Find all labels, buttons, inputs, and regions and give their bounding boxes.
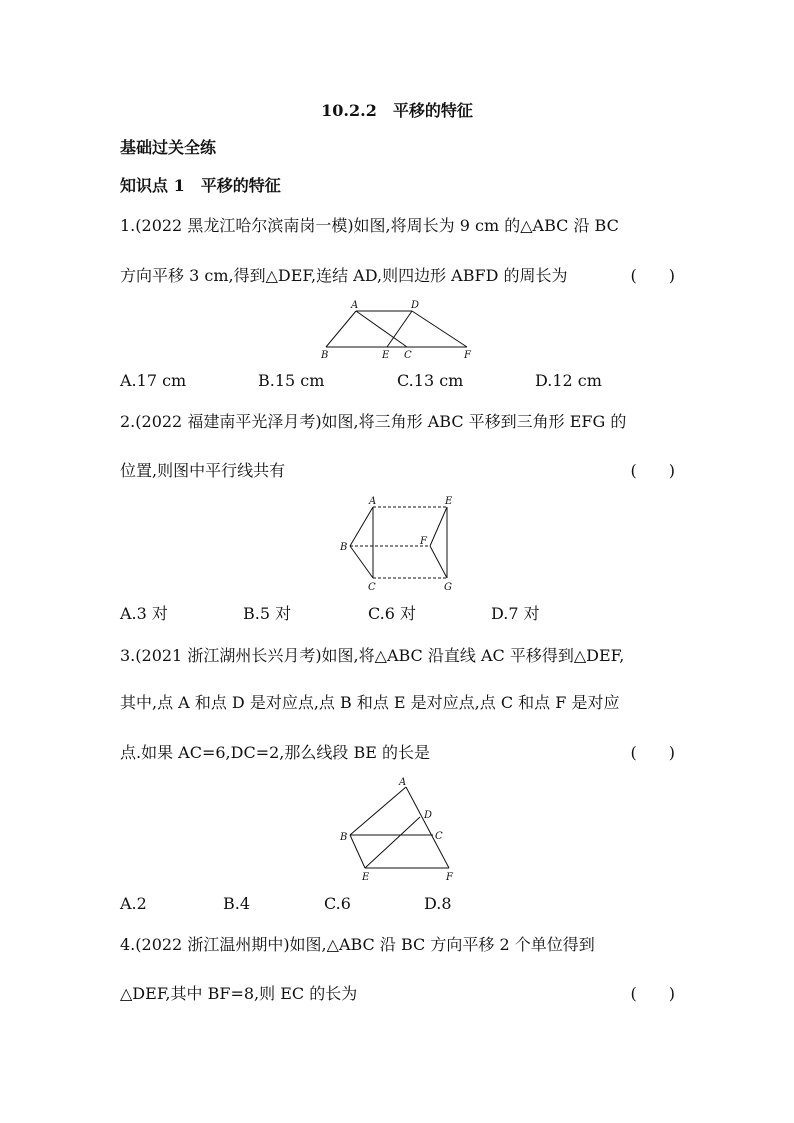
q1-answer-paren: ( ) [630,266,675,285]
q3-label-C: C [435,831,443,842]
q1-option-a[interactable]: A.17 cm [120,371,187,390]
q2-option-b[interactable]: B.5 对 [243,604,292,623]
q1-label-C: C [404,350,412,361]
q2-answer-paren: ( ) [630,461,675,480]
q3-line-1 [120,643,675,666]
q3-text-1: 3.(2021 浙江湖州长兴月考)如图,将△ABC 沿直线 AC 平移得到△DEF, [120,646,625,665]
q4-line-2 [120,981,675,1004]
q3-label-E: E [362,872,370,883]
q3-option-b[interactable]: B.4 [223,894,251,913]
q3-label-A: A [399,777,407,788]
q3-label-B: B [340,832,348,843]
q4-text-1: 4.(2022 浙江温州期中)如图,△ABC 沿 BC 方向平移 2 个单位得到 [120,935,595,954]
q2-label-A: A [369,496,377,507]
q4-text-2: △DEF,其中 BF=8,则 EC 的长为 [120,984,358,1003]
q3-option-d[interactable]: D.8 [424,894,452,913]
q1-option-d[interactable]: D.12 cm [535,371,602,390]
q1-label-A: A [351,300,359,311]
q3-option-a[interactable]: A.2 [120,894,147,913]
q3-line-2 [120,690,675,713]
q2-label-E: E [445,496,453,507]
q2-option-d[interactable]: D.7 对 [491,604,540,623]
q1-text-1: 1.(2022 黑龙江哈尔滨南岗一模)如图,将周长为 9 cm 的△ABC 沿 BC [120,216,619,235]
q2-label-G: G [444,582,452,593]
q3-line-3 [120,740,675,763]
q1-line-1 [120,213,675,236]
q3-text-3: 点.如果 AC=6,DC=2,那么线段 BE 的长是 [120,743,430,762]
q1-text-2: 方向平移 3 cm,得到△DEF,连结 AD,则四边形 ABFD 的周长为 [120,266,568,285]
q4-line-1 [120,932,675,955]
q2-label-C: C [368,582,376,593]
q1-option-b[interactable]: B.15 cm [258,371,325,390]
q2-label-B: B [340,542,348,553]
q1-label-B: B [321,350,329,361]
q2-figure [335,493,465,593]
q1-label-F: F [464,350,471,361]
q2-line-2 [120,458,675,481]
page-title: 10.2.2 平移的特征 [321,101,473,120]
q3-option-c[interactable]: C.6 [324,894,351,913]
q1-label-D: D [411,300,420,311]
q3-label-D: D [424,810,433,821]
q1-line-2 [120,263,675,286]
knowledge-point-heading: 知识点 1 平移的特征 [120,176,281,195]
section-heading: 基础过关全练 [120,138,217,157]
q2-option-a[interactable]: A.3 对 [120,604,168,623]
q3-text-2: 其中,点 A 和点 D 是对应点,点 B 和点 E 是对应点,点 C 和点 F 是对应 [120,693,620,712]
q2-text-1: 2.(2022 福建南平光泽月考)如图,将三角形 ABC 平移到三角形 EFG 的 [120,412,627,431]
q2-label-F: F [420,536,427,547]
q3-answer-paren: ( ) [630,743,675,762]
q2-line-1 [120,409,675,432]
q1-option-c[interactable]: C.13 cm [397,371,464,390]
q2-option-c[interactable]: C.6 对 [368,604,417,623]
q3-label-F: F [446,872,453,883]
q3-figure [335,773,465,885]
q1-label-E: E [382,350,390,361]
q2-text-2: 位置,则图中平行线共有 [120,461,286,480]
q1-figure [318,298,478,362]
q4-answer-paren: ( ) [630,984,675,1003]
